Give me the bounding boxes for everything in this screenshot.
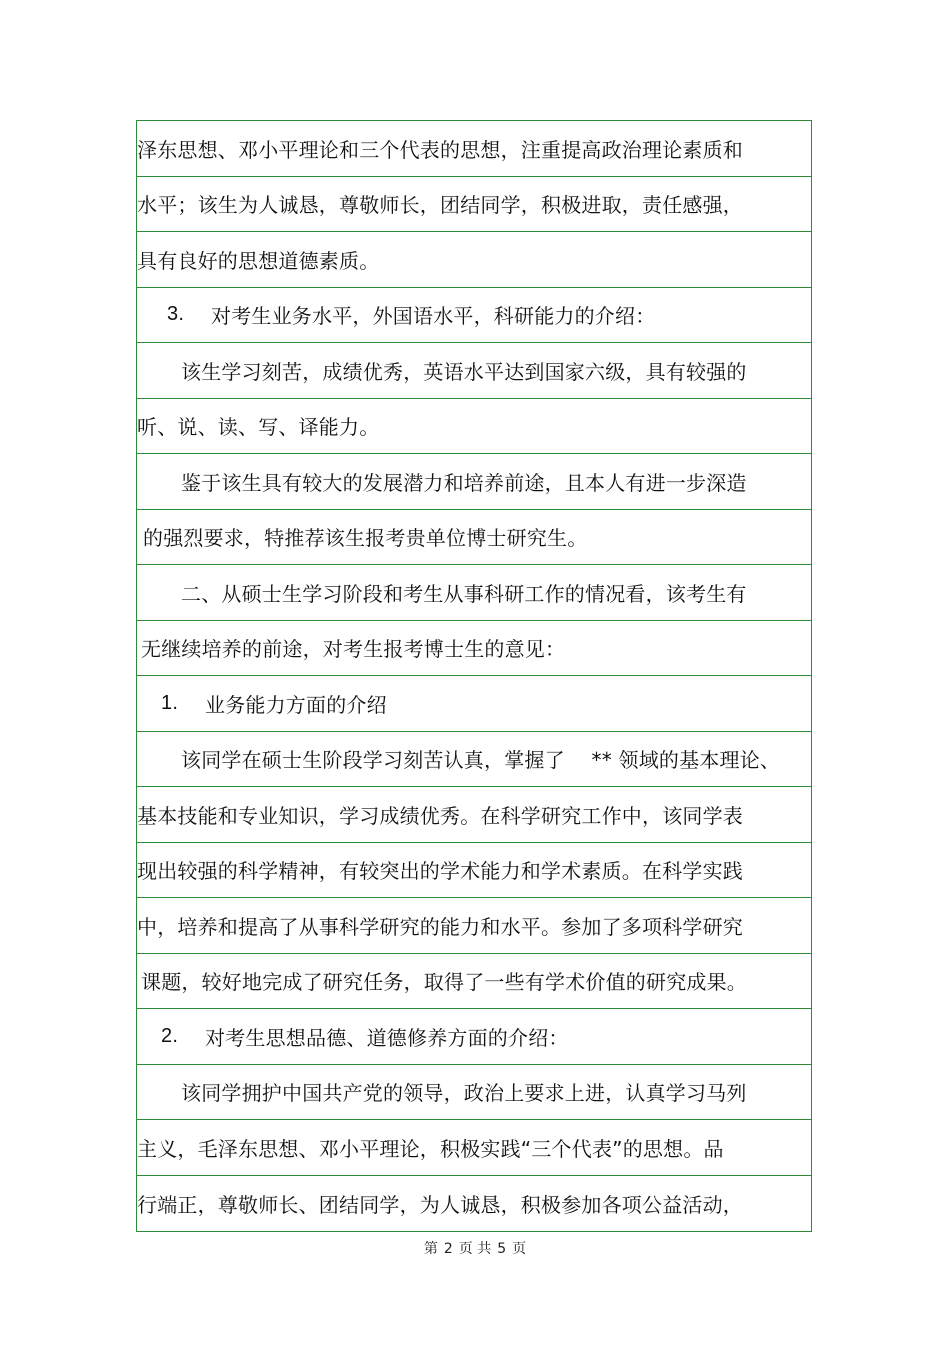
- row-text: 的强烈要求，特推荐该生报考贵单位博士研究生。: [143, 526, 588, 551]
- item-number: 1.: [161, 691, 179, 714]
- table-row: [137, 232, 811, 288]
- table-row: [137, 510, 811, 566]
- table-row: [137, 565, 811, 621]
- table-row: [137, 676, 811, 732]
- row-text: 泽东思想、邓小平理论和三个代表的思想，注重提高政治理论素质和: [137, 137, 743, 162]
- table-row: [137, 787, 811, 843]
- row-text: 基本技能和专业知识，学习成绩优秀。在科学研究工作中，该同学表: [137, 803, 743, 828]
- row-text: 该同学拥护中国共产党的领导，政治上要求上进，认真学习马列: [181, 1081, 747, 1106]
- row-text: 对考生思想品德、道德修养方面的介绍：: [205, 1025, 569, 1050]
- row-text: 业务能力方面的介绍: [205, 692, 387, 717]
- row-text: 对考生业务水平，外国语水平，科研能力的介绍：: [211, 304, 656, 329]
- row-text: 现出较强的科学精神，有较突出的学术能力和学术素质。在科学实践: [137, 859, 743, 884]
- table-row: [137, 121, 811, 177]
- row-text: 课题，较好地完成了研究任务，取得了一些有学术价值的研究成果。: [141, 970, 747, 995]
- table-row: [137, 343, 811, 399]
- row-text: 中，培养和提高了从事科学研究的能力和水平。参加了多项科学研究: [137, 914, 743, 939]
- document-table: [136, 120, 812, 1232]
- table-row: [137, 1065, 811, 1121]
- table-row: [137, 288, 811, 344]
- row-text: 行端正，尊敬师长、团结同学，为人诚恳，积极参加各项公益活动，: [137, 1192, 743, 1217]
- table-row: [137, 732, 811, 788]
- table-row: [137, 621, 811, 677]
- row-text: 鉴于该生具有较大的发展潜力和培养前途，且本人有进一步深造: [181, 470, 747, 495]
- table-row: [137, 954, 811, 1010]
- table-row: [137, 898, 811, 954]
- table-row: [137, 843, 811, 899]
- table-row: [137, 1176, 811, 1232]
- item-number: 2.: [161, 1024, 179, 1047]
- footer-middle: 页 共: [458, 1241, 492, 1257]
- footer-suffix: 页: [512, 1241, 527, 1257]
- footer-total-pages: 5: [497, 1241, 507, 1257]
- page-footer: [0, 1238, 950, 1258]
- row-text: 二、从硕士生学习阶段和考生从事科研工作的情况看，该考生有: [181, 581, 747, 606]
- row-text: 水平；该生为人诚恳，尊敬师长，团结同学，积极进取，责任感强，: [137, 193, 743, 218]
- table-row: [137, 1120, 811, 1176]
- row-text: 该同学在硕士生阶段学习刻苦认真，掌握了 ** 领域的基本理论、: [181, 748, 781, 773]
- row-text: 无继续培养的前途，对考生报考博士生的意见：: [141, 637, 566, 662]
- table-row: [137, 1009, 811, 1065]
- table-row: [137, 454, 811, 510]
- row-text: 主义，毛泽东思想、邓小平理论，积极实践“三个代表”的思想。品: [137, 1136, 724, 1161]
- footer-page-number: 2: [443, 1241, 453, 1257]
- row-text: 该生学习刻苦，成绩优秀，英语水平达到国家六级，具有较强的: [181, 359, 747, 384]
- footer-prefix: 第: [423, 1241, 438, 1257]
- row-text: 具有良好的思想道德素质。: [137, 248, 380, 273]
- table-row: [137, 399, 811, 455]
- row-text: 听、说、读、写、译能力。: [137, 415, 380, 440]
- table-row: [137, 177, 811, 233]
- item-number: 3.: [167, 303, 185, 326]
